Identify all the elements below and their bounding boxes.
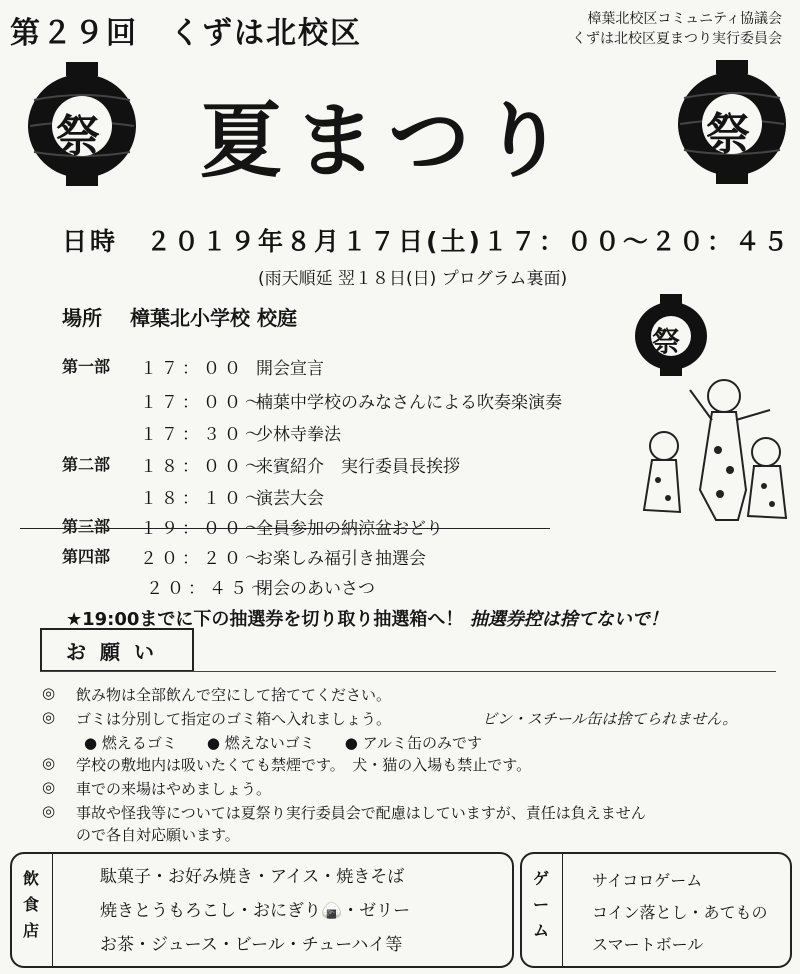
schedule-time: １８：００～ <box>140 457 266 477</box>
request-item <box>42 778 782 798</box>
schedule-time: １９：００～ <box>140 519 266 539</box>
food-line: 焼きとうもろこし・おにぎり🍙・ゼリー <box>100 901 411 921</box>
food-line: 駄菓子・お好み焼き・アイス・焼きそば <box>100 867 405 887</box>
request-item <box>42 708 782 728</box>
schedule-row <box>0 354 600 378</box>
schedule-desc: 少林寺拳法 <box>256 425 341 445</box>
game-line: サイコロゲーム <box>592 871 703 890</box>
schedule-desc: 開会宣言 <box>256 359 324 379</box>
request-text: 事故や怪我等については夏祭り実行委員会で配慮はしていますが、責任は負えません <box>76 804 646 822</box>
schedule-row <box>0 484 600 508</box>
request-mark: ◎ <box>42 802 56 820</box>
lantern-left-char: 祭 <box>56 111 100 162</box>
schedule-part: 第二部 <box>62 455 111 474</box>
games-label-text: ゲーム <box>532 869 549 940</box>
schedule-time: ２０：４５～ <box>146 579 272 599</box>
request-item <box>42 754 782 774</box>
schedule-row <box>0 544 600 568</box>
schedule-row <box>0 420 600 444</box>
request-item <box>42 824 782 844</box>
rain-note: (雨天順延 翌１８日(日) プログラム裏面) <box>258 269 568 289</box>
request-mark: ◎ <box>42 778 56 796</box>
request-item <box>42 802 782 822</box>
food-label <box>22 866 42 944</box>
schedule-row <box>0 574 600 598</box>
edition-title: 第２９回 くずは北校区 <box>10 16 362 51</box>
organizer-council: 樟葉北校区コミュニティ協議会 <box>587 11 782 27</box>
schedule-row <box>0 514 600 538</box>
schedule-time: １７：３０～ <box>140 425 266 445</box>
main-title: 夏まつり <box>200 93 577 189</box>
schedule-desc: お楽しみ福引き抽選会 <box>256 549 426 569</box>
games-box <box>520 852 792 968</box>
request-text: ゴミは分別して指定のゴミ箱へ入れましょう。 <box>76 710 392 728</box>
game-line: コイン落とし・あてもの <box>592 903 768 922</box>
food-stalls-box <box>10 852 514 968</box>
request-mark: ◎ <box>42 754 56 772</box>
request-item <box>42 684 782 704</box>
schedule-time: １７：００～ <box>140 393 266 413</box>
schedule-time: １８：１０～ <box>140 489 266 509</box>
venue-value: 樟葉北小学校 校庭 <box>130 306 297 330</box>
event-datetime <box>62 222 791 258</box>
schedule-time: １７：００ <box>140 359 245 379</box>
request-item <box>42 732 782 752</box>
food-divider <box>52 854 53 966</box>
lantern-small-char: 祭 <box>652 325 681 358</box>
children-dancing-illustration <box>620 370 796 530</box>
requests-title: お願い <box>40 628 194 672</box>
food-label-text: 飲食店 <box>22 869 39 940</box>
request-text: ● 燃えるゴミ ● 燃えないゴミ ● アルミ缶のみです <box>84 734 482 752</box>
food-line: お茶・ジュース・ビール・チューハイ等 <box>100 935 403 955</box>
schedule-time: ２０：２０～ <box>140 549 266 569</box>
schedule-part: 第四部 <box>62 547 111 566</box>
schedule-row <box>0 452 600 476</box>
schedule-desc: 楠葉中学校のみなさんによる吹奏楽演奏 <box>256 393 562 413</box>
request-text: 車での来場はやめましょう。 <box>76 780 272 798</box>
organizer-committee: くずは北校区夏まつり実行委員会 <box>572 31 782 47</box>
game-line: スマートボール <box>592 935 704 954</box>
datetime-value: ２０１９年８月１７日(土)１７：００～２０：４５ <box>146 227 791 256</box>
cut-line <box>20 528 550 529</box>
schedule-desc: 演芸大会 <box>256 489 324 509</box>
requests-divider <box>40 671 776 672</box>
lottery-emphasis: 抽選券控は捨てないで！ <box>469 609 668 630</box>
schedule-row <box>0 388 600 412</box>
schedule-part: 第一部 <box>62 357 111 376</box>
venue-label: 場所 <box>62 306 102 330</box>
lottery-main: ★19:00までに下の抽選券を切り取り抽選箱へ！ <box>66 609 464 630</box>
request-text: 飲み物は全部飲んで空にして捨ててください。 <box>76 686 392 704</box>
games-label <box>532 866 552 944</box>
schedule-desc: 来賓紹介 実行委員長挨拶 <box>256 457 460 477</box>
request-text: ので各自対応願います。 <box>76 826 240 844</box>
request-mark: ◎ <box>42 684 56 702</box>
datetime-label: 日時 <box>62 227 119 256</box>
request-note: ビン・スチール缶は捨てられません。 <box>482 710 738 728</box>
request-text: 学校の敷地内は吸いたくても禁煙です。 犬・猫の入場も禁止です。 <box>76 756 532 774</box>
lantern-right-char: 祭 <box>706 109 750 160</box>
schedule-desc: 全員参加の納涼盆おどり <box>256 519 443 539</box>
schedule-part: 第三部 <box>62 517 111 536</box>
games-divider <box>562 854 563 966</box>
event-venue <box>62 302 297 331</box>
schedule-desc: 閉会のあいさつ <box>256 579 375 599</box>
request-mark: ◎ <box>42 708 56 726</box>
